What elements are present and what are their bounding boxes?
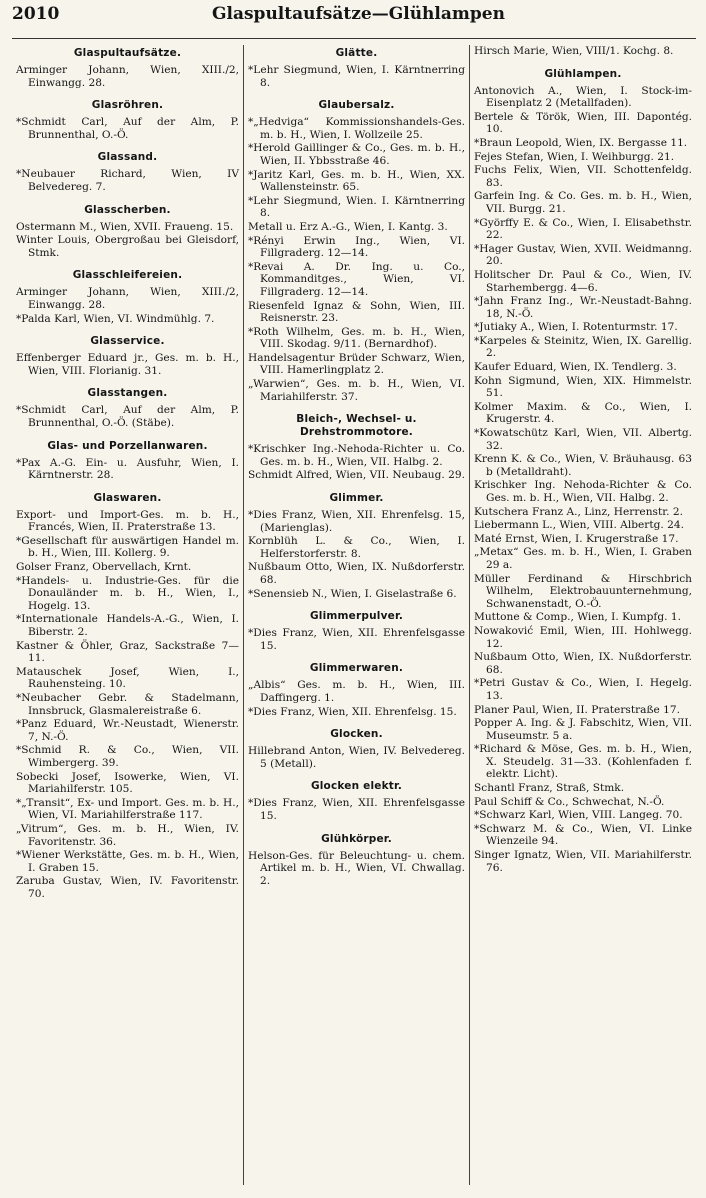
directory-entry: *Palda Karl, Wien, VI. Windmühlg. 7.	[16, 312, 215, 325]
directory-entry: Kutschera Franz A., Linz, Herrenstr. 2.	[474, 505, 683, 518]
directory-entry: „Albis“ Ges. m. b. H., Wien, III. Daffingerg. 1.	[248, 679, 465, 704]
directory-entry: Nowaković Emil, Wien, III. Hohlwegg. 12.	[474, 624, 692, 650]
directory-entry: Kornblüh L. & Co., Wien, I. Helferstorferstr. 8.	[248, 535, 465, 560]
column-1	[12, 45, 244, 1185]
directory-entry: Liebermann L., Wien, VIII. Albertg. 24.	[474, 519, 684, 532]
directory-entry: *Schmidt Carl, Auf der Alm, P. Brunnenthal, O.-Ö.	[16, 116, 239, 141]
directory-entry: Schantl Franz, Straß, Stmk.	[474, 782, 625, 795]
directory-entry: *Handels- u. Industrie-Ges. für die Donauländer m. b. H., Wien, I., Hogelg. 13.	[16, 574, 239, 612]
section-heading: Glimmer.	[329, 492, 384, 505]
page-header	[12, 4, 696, 39]
directory-entry: Singer Ignatz, Wien, VII. Mariahilferstr. 76.	[474, 849, 692, 874]
directory-entry: Planer Paul, Wien, II. Praterstraße 17.	[474, 703, 681, 716]
directory-entry: *Dies Franz, Wien, XII. Ehrenfelsg. 15.	[248, 705, 457, 718]
section-heading: Glasservice.	[90, 335, 165, 348]
directory-entry: Muttone & Comp., Wien, I. Kumpfg. 1.	[474, 611, 681, 624]
directory-entry: *Dies Franz, Wien, XII. Ehrenfelsgasse 15.	[248, 797, 465, 822]
directory-entry: *Kowatschütz Karl, Wien, VII. Albertg. 32.	[474, 427, 692, 452]
directory-entry: Antonovich A., Wien, I. Stock-im-Eisenplatz 2 (Metallfaden).	[474, 84, 692, 110]
directory-entry: Maté Ernst, Wien, I. Krugerstraße 17.	[474, 532, 679, 545]
directory-entry: *Senensieb N., Wien, I. Giselastraße 6.	[248, 587, 457, 600]
directory-entry: „Warwien“, Ges. m. b. H., Wien, VI. Mariahilferstr. 37.	[248, 378, 465, 403]
directory-entry: Riesenfeld Ignaz & Sohn, Wien, III. Reisnerstr. 23.	[248, 299, 465, 325]
directory-entry: Metall u. Erz A.-G., Wien, I. Kantg. 3.	[248, 220, 448, 233]
section-heading: Glimmerpulver.	[309, 610, 404, 623]
directory-entry: *„Transit“, Ex- und Import. Ges. m. b. H., Wien, VI. Mariahilferstraße 117.	[16, 796, 239, 822]
directory-entry: Golser Franz, Obervellach, Krnt.	[16, 561, 192, 574]
directory-entry: *Dies Franz, Wien, XII. Ehrenfelsgasse 15.	[248, 627, 465, 652]
directory-entry: Matauschek Josef, Wien, I., Rauhensteing. 10.	[16, 665, 239, 691]
directory-entry: *Wiener Werkstätte, Ges. m. b. H., Wien, I. Graben 15.	[16, 849, 239, 874]
directory-entry: *„Hedviga“ Kommissionshandels-Ges. m. b. H., Wien, I. Wollzeile 25.	[248, 116, 465, 141]
directory-entry: Effenberger Eduard jr., Ges. m. b. H., Wien, VIII. Florianig. 31.	[16, 352, 239, 377]
directory-entry: Ostermann M., Wien, XVII. Fraueng. 15.	[16, 220, 234, 233]
directory-entry: Krischker Ing. Nehoda-Richter & Co. Ges. m. b. H., Wien, VII. Halbg. 2.	[474, 479, 692, 504]
directory-entry: Arminger Johann, Wien, XIII./2, Einwangg. 28.	[16, 64, 239, 89]
directory-entry: Krenn K. & Co., Wien, V. Bräuhausg. 63 b (Metalldraht).	[474, 453, 692, 478]
directory-entry: Sobecki Josef, Isowerke, Wien, VI. Mariahilferstr. 105.	[16, 770, 239, 796]
directory-entry: *Schwarz Karl, Wien, VIII. Langeg. 70.	[474, 809, 683, 822]
directory-entry: Export- und Import-Ges. m. b. H., Francés, Wien, II. Praterstraße 13.	[16, 508, 239, 534]
directory-entry: Holitscher Dr. Paul & Co., Wien, IV. Starhembergg. 4—6.	[474, 268, 692, 294]
section-heading: Glas- und Porzellanwaren.	[47, 439, 208, 452]
directory-entry: Popper A. Ing. & J. Fabschitz, Wien, VII. Museumstr. 5 a.	[474, 717, 692, 742]
directory-entry: *Internationale Handels-A.-G., Wien, I. Biberstr. 2.	[16, 613, 239, 639]
directory-entry: *Neubacher Gebr. & Stadelmann, Innsbruck, Glasmalereistraße 6.	[16, 692, 239, 717]
section-heading: Glocken elektr.	[310, 780, 403, 793]
directory-entry: *Karpeles & Steinitz, Wien, IX. Garellig. 2.	[474, 334, 692, 360]
section-heading: Glaubersalz.	[318, 99, 395, 112]
directory-entry: Nußbaum Otto, Wien, IX. Nußdorferstr. 68.	[474, 651, 692, 676]
directory-entry: Helson-Ges. für Beleuchtung- u. chem. Artikel m. b. H., Wien, VI. Chwallag. 2.	[248, 849, 465, 887]
column-2	[244, 45, 470, 1185]
directory-entry: „Vitrum“, Ges. m. b. H., Wien, IV. Favoritenstr. 36.	[16, 822, 239, 848]
directory-entry: Kohn Sigmund, Wien, XIX. Himmelstr. 51.	[474, 374, 692, 400]
directory-entry: *Pax A.-G. Ein- u. Ausfuhr, Wien, I. Kärntnerstr. 28.	[16, 456, 239, 482]
section-heading: Glühlampen.	[544, 67, 622, 80]
running-title: Glaspultaufsätze—Glühlampen	[212, 4, 505, 24]
directory-entry: *Lehr Siegmund, Wien. I. Kärntnerring 8.	[248, 194, 465, 220]
directory-entry: Winter Louis, Obergroßau bei Gleisdorf, Stmk.	[16, 234, 239, 259]
directory-entry: *Gesellschaft für auswärtigen Handel m. b. H., Wien, III. Kollerg. 9.	[16, 534, 239, 560]
directory-entry: *Jutiaky A., Wien, I. Rotenturmstr. 17.	[474, 321, 678, 334]
section-heading: Glasstangen.	[87, 387, 168, 400]
directory-entry: *Schmid R. & Co., Wien, VII. Wimbergerg. 39.	[16, 744, 239, 769]
directory-entry: Kastner & Öhler, Graz, Sackstraße 7—11.	[16, 639, 239, 665]
section-heading: Glasschleifereien.	[72, 269, 183, 282]
directory-entry: Bertele & Török, Wien, III. Dapontég. 10.	[474, 110, 692, 136]
directory-entry: *Krischker Ing.-Nehoda-Richter u. Co. Ges. m. b. H., Wien, VII. Halbg. 2.	[248, 443, 465, 468]
directory-entry: Arminger Johann, Wien, XIII./2, Einwangg. 28.	[16, 286, 239, 311]
directory-entry: *Györffy E. & Co., Wien, I. Elisabethstr. 22.	[474, 216, 692, 242]
page-number: 2010	[12, 4, 60, 24]
directory-entry: *Petri Gustav & Co., Wien, I. Hegelg. 13.	[474, 677, 692, 702]
section-heading: Glasscherben.	[84, 203, 171, 216]
directory-entry: *Richard & Möse, Ges. m. b. H., Wien, X. Steudelg. 31—33. (Kohlenfaden f. elektr. Licht).	[474, 743, 692, 781]
directory-entry: *Schwarz M. & Co., Wien, VI. Linke Wienzeile 94.	[474, 822, 692, 848]
directory-entry: *Jaritz Karl, Ges. m. b. H., Wien, XX. Wallensteinstr. 65.	[248, 168, 465, 194]
directory-entry: Hillebrand Anton, Wien, IV. Belvedereg. 5 (Metall).	[248, 745, 465, 770]
directory-entry: *Lehr Siegmund, Wien, I. Kärntnerring 8.	[248, 64, 465, 89]
directory-entry: *Neubauer Richard, Wien, IV Belvedereg. 7.	[16, 168, 239, 193]
directory-entry: *Rényi Erwin Ing., Wien, VI. Fillgraderg. 12—14.	[248, 234, 465, 260]
directory-entry: Fuchs Felix, Wien, VII. Schottenfeldg. 83.	[474, 164, 692, 189]
directory-entry: *Dies Franz, Wien, XII. Ehrenfelsg. 15, (Marienglas).	[248, 509, 465, 534]
section-heading: Glätte.	[335, 47, 378, 59]
directory-entry: *Herold Gaillinger & Co., Ges. m. b. H., Wien, II. Ybbsstraße 46.	[248, 142, 465, 167]
directory-entry: Nußbaum Otto, Wien, IX. Nußdorferstr. 68.	[248, 561, 465, 586]
section-heading: Glocken.	[330, 728, 383, 741]
directory-entry: Paul Schiff & Co., Schwechat, N.-Ö.	[474, 795, 665, 808]
directory-entry: *Hager Gustav, Wien, XVII. Weidmanng. 20.	[474, 242, 692, 268]
section-heading: Glaspultaufsätze.	[73, 47, 182, 59]
columns	[12, 45, 696, 1185]
directory-entry: *Jahn Franz Ing., Wr.-Neustadt-Bahng. 18, N.-Ö.	[474, 295, 692, 320]
directory-entry: Müller Ferdinand & Hirschbrich Wilhelm, Elektrobauunternehmung, Schwanenstadt, O.-Ö.	[474, 572, 692, 610]
section-heading: Glassand.	[97, 151, 158, 164]
directory-entry: *Braun Leopold, Wien, IX. Bergasse 11.	[474, 136, 688, 149]
directory-entry: „Metax“ Ges. m. b. H., Wien, I. Graben 29 a.	[474, 546, 692, 571]
section-heading: Bleich-, Wechsel- u. Drehstrommotore.	[296, 413, 417, 439]
directory-entry: Handelsagentur Brüder Schwarz, Wien, VIII. Hamerlingplatz 2.	[248, 351, 465, 377]
directory-entry: Garfein Ing. & Co. Ges. m. b. H., Wien, VII. Burgg. 21.	[474, 190, 692, 215]
directory-entry: *Revai A. Dr. Ing. u. Co., Kommanditges., Wien, VI. Fillgraderg. 12—14.	[248, 260, 465, 298]
section-heading: Glimmerwaren.	[309, 662, 404, 675]
directory-entry: Zaruba Gustav, Wien, IV. Favoritenstr. 70.	[16, 875, 239, 900]
directory-entry: *Schmidt Carl, Auf der Alm, P. Brunnenthal, O.-Ö. (Stäbe).	[16, 404, 239, 429]
column-3	[470, 45, 696, 1185]
section-heading: Glühkörper.	[321, 832, 392, 845]
directory-entry: Kolmer Maxim. & Co., Wien, I. Krugerstr. 4.	[474, 400, 692, 426]
section-heading: Glaswaren.	[93, 491, 162, 504]
section-heading: Glasröhren.	[91, 99, 164, 112]
directory-entry: Schmidt Alfred, Wien, VII. Neubaug. 29.	[248, 469, 465, 482]
directory-entry: *Panz Eduard, Wr.-Neustadt, Wienerstr. 7, N.-Ö.	[16, 718, 239, 743]
directory-entry: *Roth Wilhelm, Ges. m. b. H., Wien, VIII. Skodag. 9/11. (Bernardhof).	[248, 325, 465, 351]
directory-entry: Fejes Stefan, Wien, I. Weihburgg. 21.	[474, 150, 675, 163]
directory-entry: Hirsch Marie, Wien, VIII/1. Kochg. 8.	[474, 45, 674, 57]
directory-entry: Kaufer Eduard, Wien, IX. Tendlerg. 3.	[474, 361, 677, 374]
